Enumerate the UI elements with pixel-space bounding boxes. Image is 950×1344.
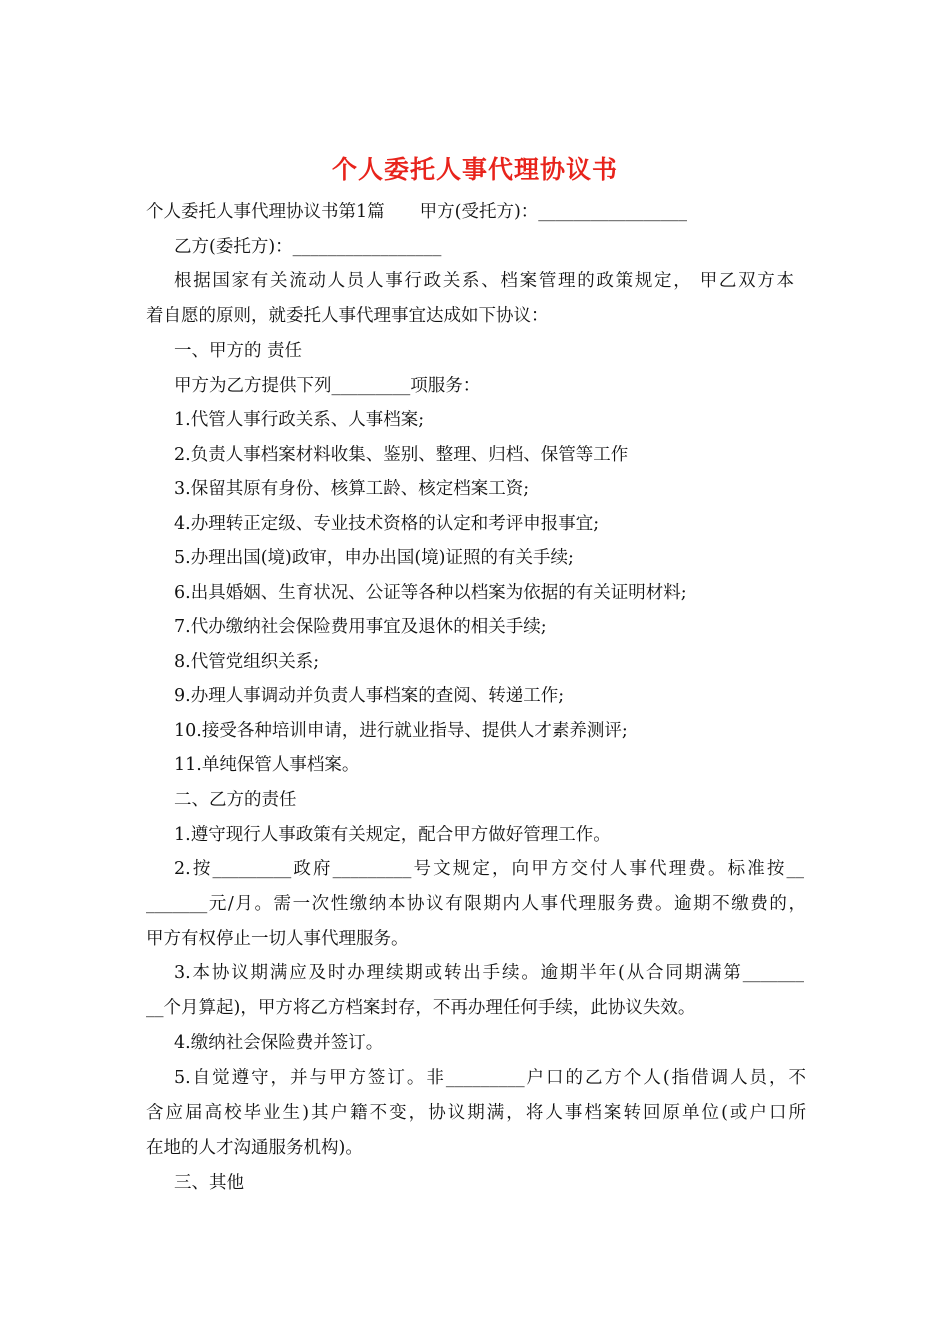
- list-item: 3.本协议期满应及时办理续期或转出手续。逾期半年(从合同期满第_______: [174, 963, 804, 983]
- list-item: 6.出具婚姻、生育状况、公证等各种以档案为依据的有关证明材料;: [174, 583, 687, 603]
- section-heading-1: 一、甲方的 责任: [174, 341, 303, 361]
- list-item: 5.办理出国(境)政审，申办出国(境)证照的有关手续;: [174, 548, 574, 568]
- paragraph-line: 根据国家有关流动人员人事行政关系、档案管理的政策规定， 甲乙双方本: [174, 271, 794, 291]
- paragraph-line: 甲方有权停止一切人事代理服务。: [146, 929, 409, 949]
- list-item: 10.接受各种培训申请，进行就业指导、提供人才素养测评;: [174, 721, 628, 741]
- list-item: 2.按_________政府_________号文规定，向甲方交付人事代理费。标准按__: [174, 859, 804, 879]
- paragraph-line: 在地的人才沟通服务机构)。: [146, 1138, 363, 1158]
- section-heading-3: 三、其他: [174, 1173, 244, 1193]
- list-item: 4.缴纳社会保险费并签订。: [174, 1033, 384, 1053]
- paragraph-line: 甲方为乙方提供下列_________项服务：: [174, 376, 481, 396]
- list-item: 3.保留其原有身份、核算工龄、核定档案工资;: [174, 479, 530, 499]
- party-b-line: 乙方(委托方)：_________________: [174, 237, 442, 257]
- list-item: 1.遵守现行人事政策有关规定，配合甲方做好管理工作。: [174, 825, 611, 845]
- paragraph-line: __个月算起)，甲方将乙方档案封存，不再办理任何手续，此协议失效。: [146, 998, 696, 1018]
- document-title: 个人委托人事代理协议书: [331, 155, 618, 184]
- list-item: 4.办理转正定级、专业技术资格的认定和考评申报事宜;: [174, 514, 600, 534]
- list-item: 5.自觉遵守，并与甲方签订。非_________户口的乙方个人(指借调人员，不: [174, 1068, 806, 1088]
- list-item: 2.负责人事档案材料收集、鉴别、整理、归档、保管等工作: [174, 445, 629, 465]
- paragraph-line: 着自愿的原则，就委托人事代理事宜达成如下协议：: [146, 306, 549, 326]
- list-item: 7.代办缴纳社会保险费用事宜及退休的相关手续;: [174, 617, 547, 637]
- list-item: 11.单纯保管人事档案。: [174, 755, 360, 775]
- paragraph-line: 含应届高校毕业生)其户籍不变，协议期满，将人事档案转回原单位(或户口所: [146, 1103, 806, 1123]
- list-item: 1.代管人事行政关系、人事档案;: [174, 410, 425, 430]
- list-item: 9.办理人事调动并负责人事档案的查阅、转递工作;: [174, 686, 565, 706]
- section-heading-2: 二、乙方的责任: [174, 790, 297, 810]
- intro-line-party-a: 个人委托人事代理协议书第1篇 甲方(受托方)：_________________: [146, 202, 688, 222]
- list-item: 8.代管党组织关系;: [174, 652, 320, 672]
- paragraph-line: _______元/月。需一次性缴纳本协议有限期内人事代理服务费。逾期不缴费的，: [146, 894, 806, 914]
